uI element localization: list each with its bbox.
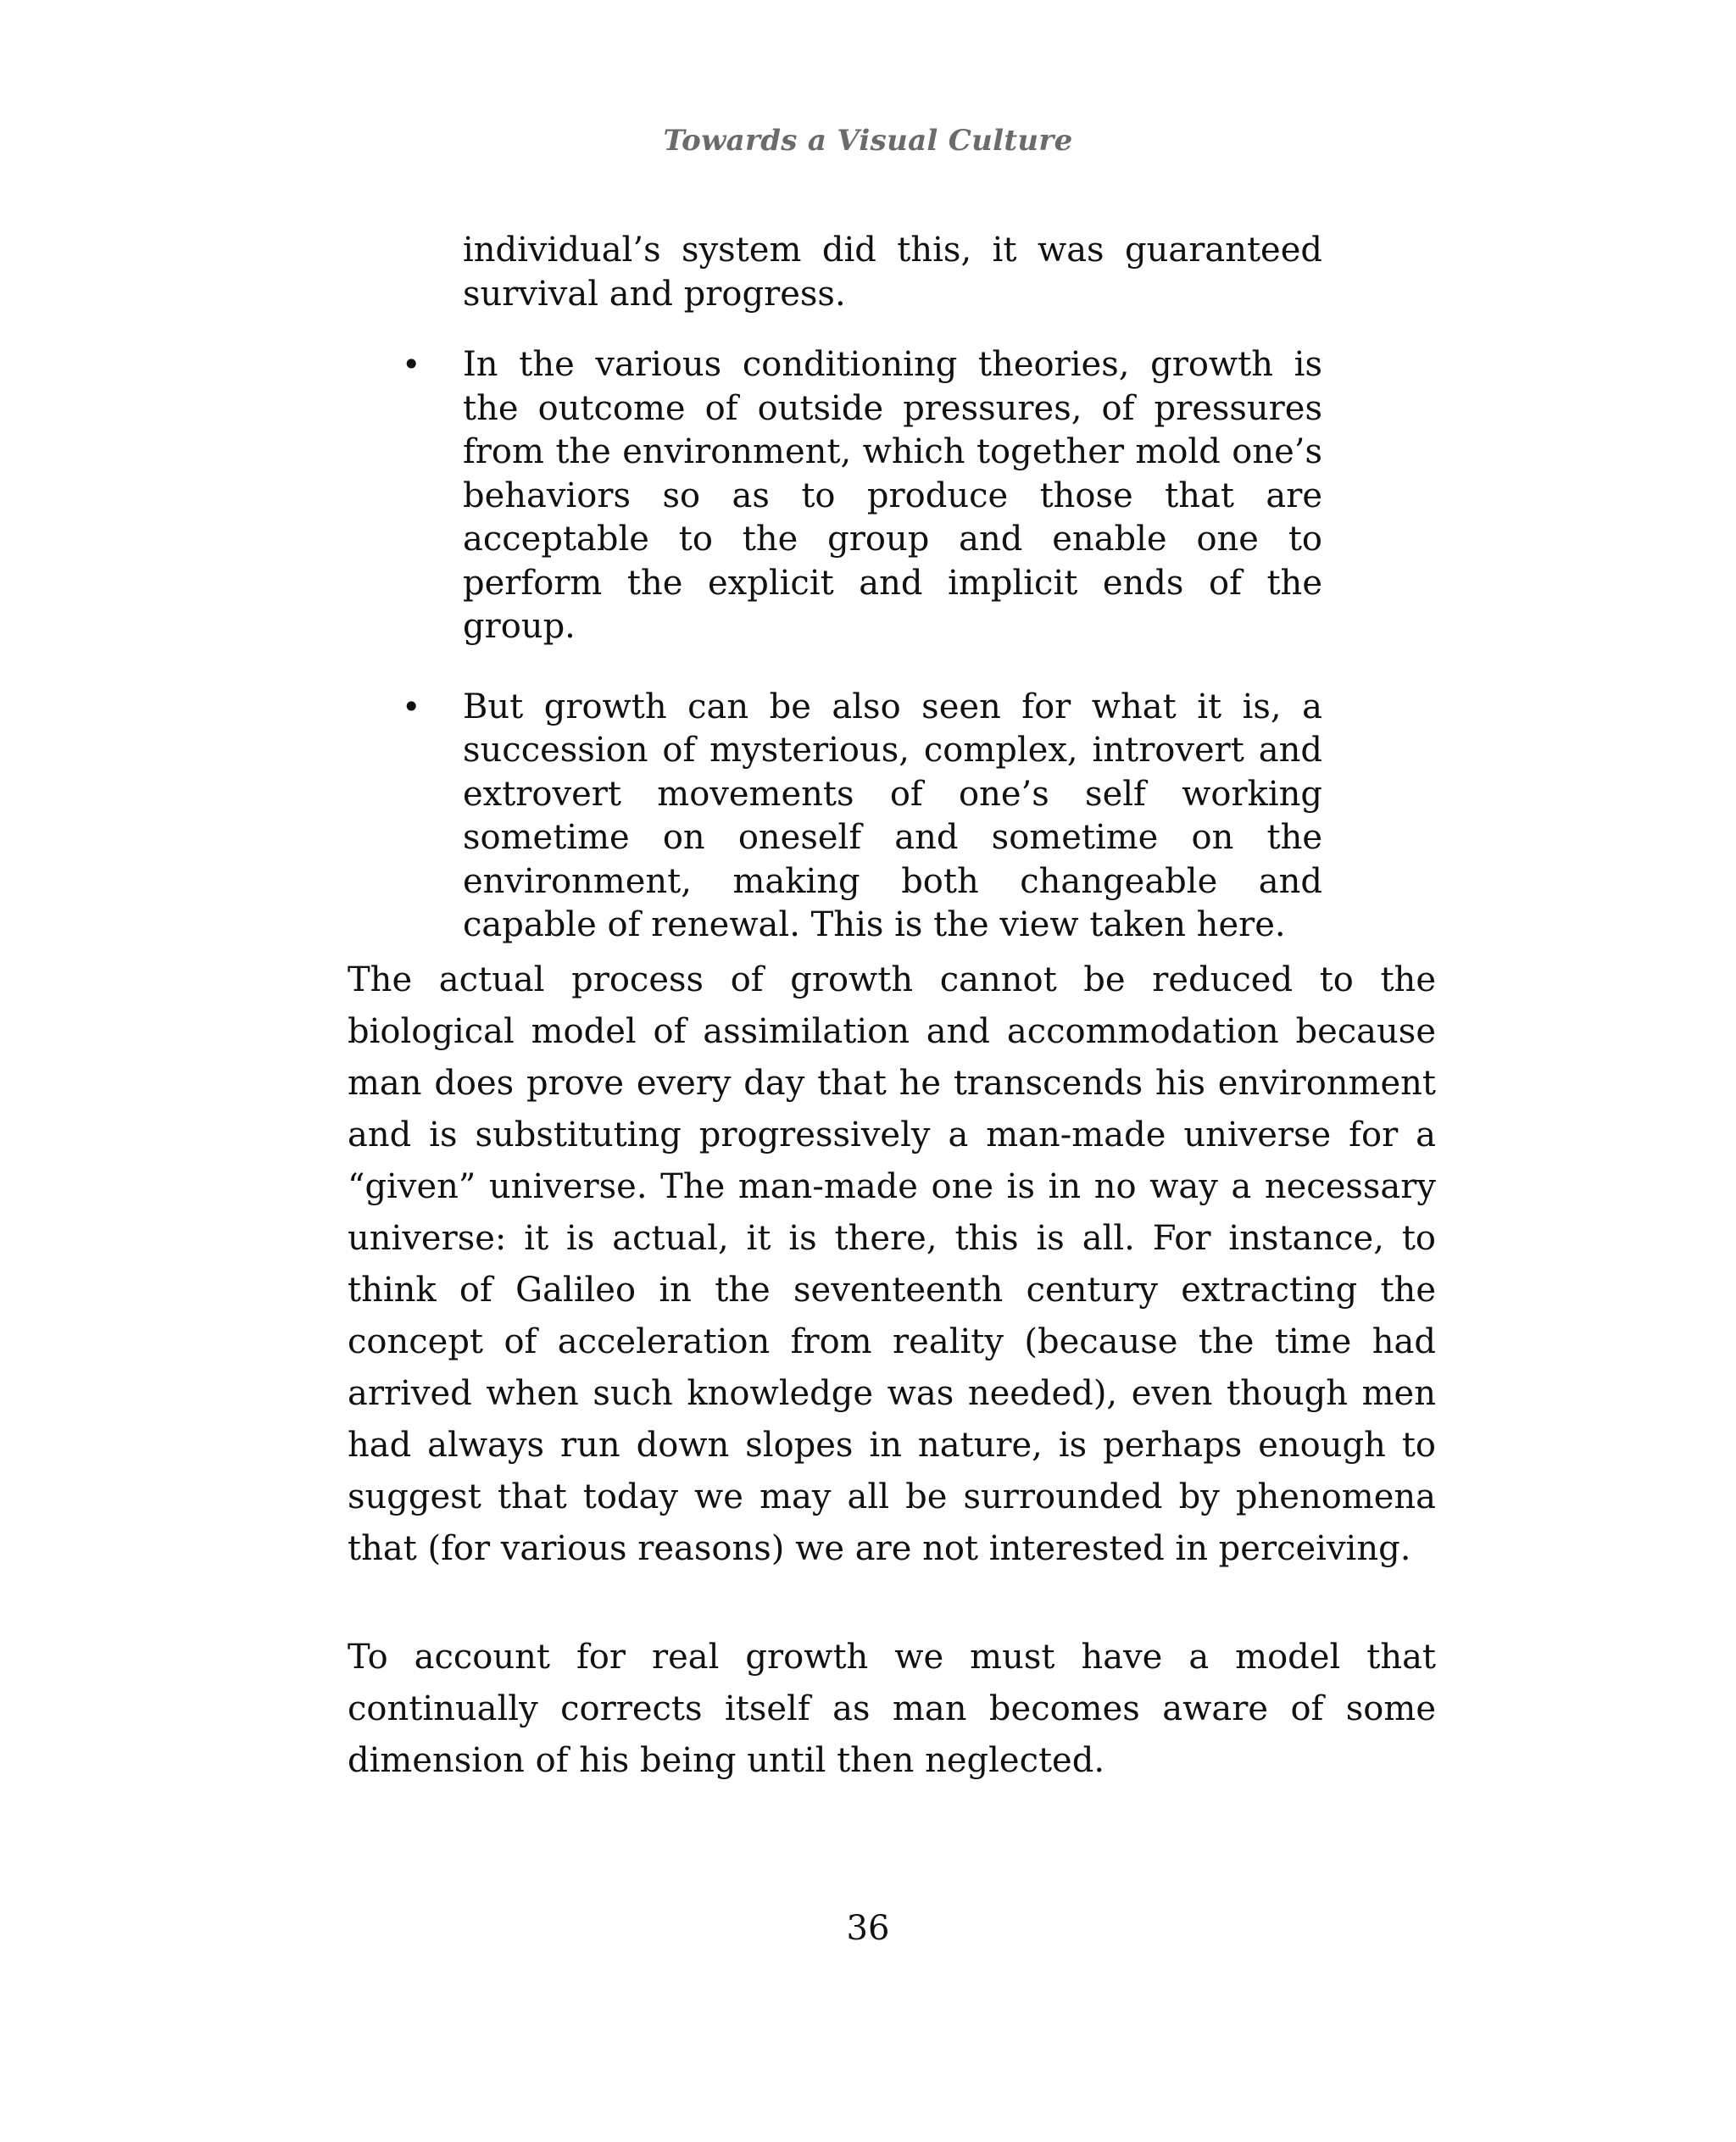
list-item-text: But growth can be also seen for what it is, a succession of mysterious, complex, introvert and extrovert movements of one’s self working sometime on oneself and sometime on the environment, making both changeable and capable of renewal. This is the view taken here.	[463, 687, 1322, 944]
body-paragraph-2: To account for real growth we must have a model that continually corrects itself as man becomes aware of some dimension of his being until then neglected.	[348, 1638, 1436, 1780]
list-item-text: In the various conditioning theories, growth is the outcome of outside pressures, of pressures from the environment, which together mold one’s behaviors so as to produce those that are acceptable to the group and enable one to perform the explicit and implicit ends of the group.	[463, 345, 1322, 646]
running-title: Towards a Visual Culture	[663, 124, 1073, 158]
bullet-icon: •	[402, 687, 421, 726]
page-number: 36	[846, 1909, 890, 1948]
list-item	[395, 686, 1322, 948]
list-item-text: individual’s system did this, it was guaranteed survival and progress.	[463, 231, 1322, 314]
list-item	[395, 343, 1322, 649]
bullet-list	[395, 229, 1322, 984]
list-item-continued	[395, 229, 1322, 316]
bullet-icon: •	[402, 346, 421, 383]
body-paragraph-1: The actual process of growth cannot be reduced to the biological model of assimilation and accommodation because man does prove every day that he transcends his environment and is substituting progressively a man-made universe for a “given” universe. The man-made one is in no way a necessary universe: it is actual, it is there, this is all. For instance, to think of Galileo in the seventeenth century extracting the concept of acceleration from reality (because the time had arrived when such knowledge was needed), even though men had always run down slopes in nature, is perhaps enough to suggest that today we may all be surrounded by phenomena that (for various reasons) we are not interested in perceiving.	[348, 960, 1436, 1568]
